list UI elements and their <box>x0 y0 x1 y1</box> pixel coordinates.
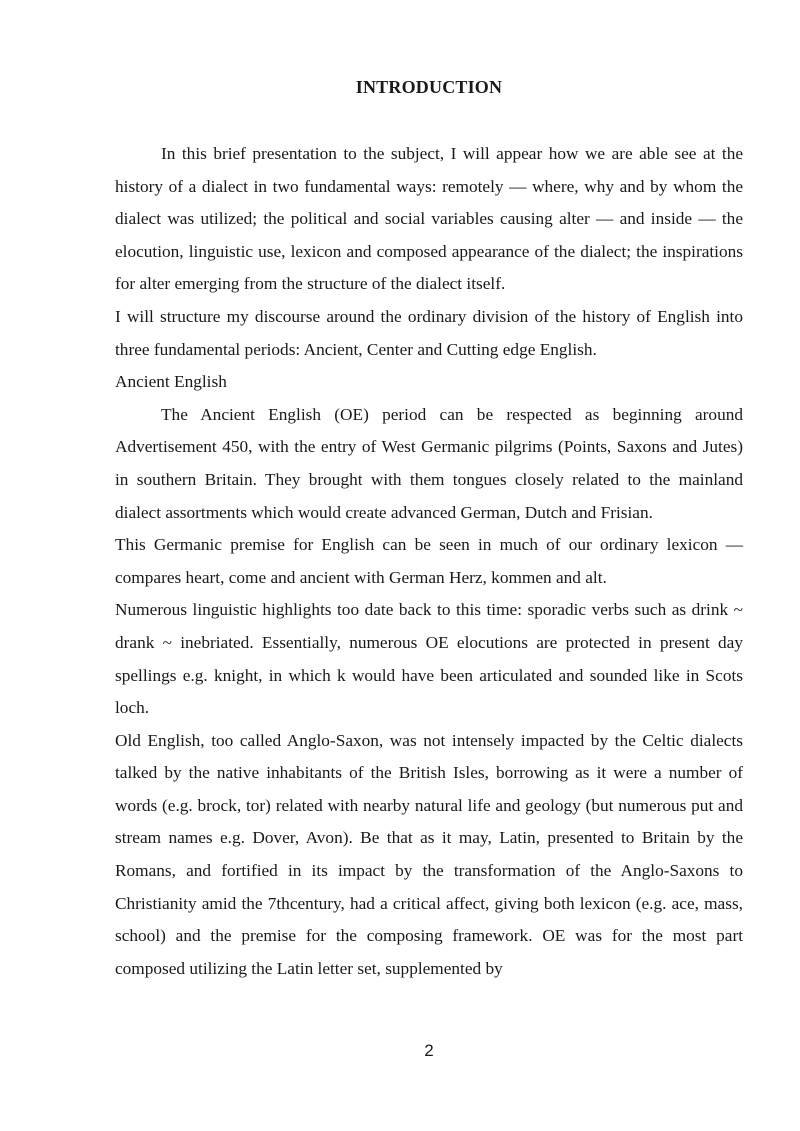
section-heading-ancient-english: Ancient English <box>115 372 227 392</box>
page-number: 2 <box>424 1041 434 1060</box>
paragraph-structure: I will structure my discourse around the ordinary division of the history of English into three fundamental periods: Ancient, Center and Cutting edge English. <box>115 306 743 359</box>
paragraph-linguistic-highlights: Numerous linguistic highlights too date back to this time: sporadic verbs such as drink ~ drank ~ inebriated. Essentially, numerous OE elocutions are protected in present day spellings e.g. knight, in which k would have been articulated and sounded like in Scots loch. <box>115 600 743 718</box>
paragraph-oe-period: The Ancient English (OE) period can be respected as beginning around Advertisement 450, with the entry of West Germanic pilgrims (Points, Saxons and Jutes) in southern Britain. They brought with them tongues closely related to the mainland dialect assortments which would create advanced German, Dutch and Frisian. <box>115 404 743 522</box>
paragraph-old-english: Old English, too called Anglo-Saxon, was not intensely impacted by the Celtic dialects talked by the native inhabitants of the British Isles, borrowing as it were a number of words (e.g. brock, tor) related with nearby natural life and geology (but numerous put and stream names e.g. Dover, Avon). Be that as it may, Latin, presented to Britain by the Romans, and fortified in its impact by the transformation of the Anglo-Saxons to Christianity amid the 7thcentury, had a critical affect, giving both lexicon (e.g. ace, mass, school) and the premise for the composing framework. OE was for the most part composed utilizing the Latin letter set, supplemented by <box>115 730 743 978</box>
page-title: INTRODUCTION <box>355 77 503 97</box>
paragraph-intro: In this brief presentation to the subject, I will appear how we are able see at the history of a dialect in two fundamental ways: remotely — where, why and by whom the dialect was utilized; the political and social variables causing alter — and inside — the elocution, linguistic use, lexicon and composed appearance of the dialect; the inspirations for alter emerging from the structure of the dialect itself. <box>115 144 743 294</box>
body-text <box>115 138 743 985</box>
paragraph-germanic-premise: This Germanic premise for English can be seen in much of our ordinary lexicon — compares heart, come and ancient with German Herz, kommen and alt. <box>115 535 743 587</box>
